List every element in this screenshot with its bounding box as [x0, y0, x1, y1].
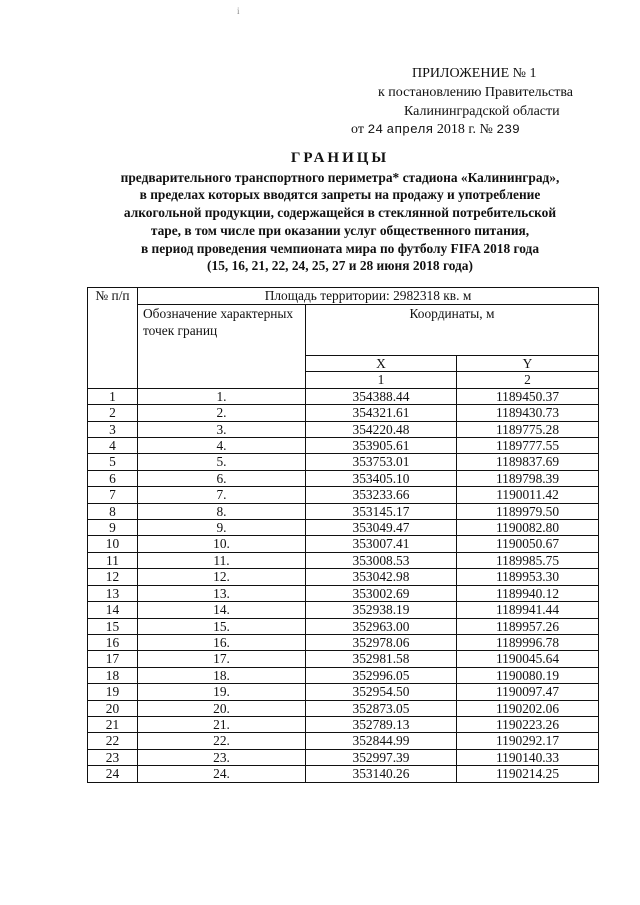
column-header-coordinates: Координаты, м: [306, 305, 599, 356]
point-label-cell: 11.: [138, 552, 306, 568]
y-coordinate-cell: 1190097.47: [457, 684, 599, 700]
row-number-cell: 9: [88, 520, 138, 536]
x-coordinate-cell: 354321.61: [306, 405, 457, 421]
point-label-cell: 5.: [138, 454, 306, 470]
column-header-x: X: [306, 356, 457, 372]
x-coordinate-cell: 352981.58: [306, 651, 457, 667]
date-line: [351, 120, 520, 140]
title-line-1: предварительного транспортного периметра* стадиона «Калининград»,: [120, 169, 560, 185]
row-number-cell: 16: [88, 634, 138, 650]
table-row: [88, 503, 599, 519]
point-label-cell: 15.: [138, 618, 306, 634]
point-label-cell: 13.: [138, 585, 306, 601]
table-row: [88, 536, 599, 552]
resolution-line: к постановлению Правительства: [378, 85, 574, 100]
title-line-2: в пределах которых вводятся запреты на продажу и употребление: [139, 187, 541, 203]
point-label-cell: 7.: [138, 487, 306, 503]
x-coordinate-cell: 353753.01: [306, 454, 457, 470]
table-row: [88, 552, 599, 568]
document-title: ГРАНИЦЫ: [290, 150, 390, 166]
y-coordinate-cell: 1189450.37: [457, 388, 599, 404]
appendix-label: ПРИЛОЖЕНИЕ № 1: [412, 66, 537, 81]
point-label-cell: 12.: [138, 569, 306, 585]
table-row: [88, 749, 599, 765]
point-label-cell: 21.: [138, 716, 306, 732]
point-label-cell: 14.: [138, 602, 306, 618]
x-coordinate-cell: 352789.13: [306, 716, 457, 732]
row-number-cell: 14: [88, 602, 138, 618]
date-day: 24: [367, 122, 384, 137]
table-row: [88, 684, 599, 700]
point-label-cell: 6.: [138, 470, 306, 486]
y-coordinate-cell: 1189953.30: [457, 569, 599, 585]
x-coordinate-cell: 353008.53: [306, 552, 457, 568]
coordinates-table: [87, 287, 599, 783]
point-label-cell: 18.: [138, 667, 306, 683]
table-row: [88, 421, 599, 437]
y-coordinate-cell: 1189996.78: [457, 634, 599, 650]
title-line-3: алкогольной продукции, содержащейся в стеклянной потребительской: [123, 205, 557, 221]
x-coordinate-cell: 352938.19: [306, 602, 457, 618]
row-number-cell: 23: [88, 749, 138, 765]
y-coordinate-cell: 1190202.06: [457, 700, 599, 716]
row-number-cell: 7: [88, 487, 138, 503]
row-number-cell: 5: [88, 454, 138, 470]
column-header-designation: Обозначение характерных точек границ: [138, 305, 306, 389]
y-coordinate-cell: 1190223.26: [457, 716, 599, 732]
point-label-cell: 23.: [138, 749, 306, 765]
row-number-cell: 4: [88, 438, 138, 454]
row-number-cell: 8: [88, 503, 138, 519]
table-row: [88, 700, 599, 716]
x-coordinate-cell: 353042.98: [306, 569, 457, 585]
y-coordinate-cell: 1190080.19: [457, 667, 599, 683]
x-coordinate-cell: 353002.69: [306, 585, 457, 601]
title-block: [80, 150, 600, 275]
page-mark: i: [237, 6, 240, 16]
x-coordinate-cell: 353405.10: [306, 470, 457, 486]
y-coordinate-cell: 1190011.42: [457, 487, 599, 503]
table-row: [88, 520, 599, 536]
x-coordinate-cell: 353905.61: [306, 438, 457, 454]
row-number-cell: 13: [88, 585, 138, 601]
title-line-4: таре, в том числе при оказании услуг общественного питания,: [150, 222, 530, 238]
y-coordinate-cell: 1190050.67: [457, 536, 599, 552]
row-number-cell: 20: [88, 700, 138, 716]
y-coordinate-cell: 1189979.50: [457, 503, 599, 519]
point-label-cell: 8.: [138, 503, 306, 519]
row-number-cell: 19: [88, 684, 138, 700]
row-number-cell: 11: [88, 552, 138, 568]
x-coordinate-cell: 352844.99: [306, 733, 457, 749]
column-header-y: Y: [457, 356, 599, 372]
index-cell: 2: [457, 372, 599, 388]
point-label-cell: 20.: [138, 700, 306, 716]
document-number: 239: [496, 122, 520, 137]
table-row: [88, 405, 599, 421]
row-number-cell: 12: [88, 569, 138, 585]
point-label-cell: 9.: [138, 520, 306, 536]
table-row: [88, 618, 599, 634]
y-coordinate-cell: 1190214.25: [457, 766, 599, 782]
y-coordinate-cell: 1189430.73: [457, 405, 599, 421]
row-number-cell: 18: [88, 667, 138, 683]
point-label-cell: 3.: [138, 421, 306, 437]
area-label: Площадь территории: 2982318 кв. м: [138, 288, 599, 305]
table-row: [88, 766, 599, 782]
table-row: [88, 667, 599, 683]
x-coordinate-cell: 352963.00: [306, 618, 457, 634]
row-number-cell: 22: [88, 733, 138, 749]
x-coordinate-cell: 352996.05: [306, 667, 457, 683]
table-row: [88, 388, 599, 404]
y-coordinate-cell: 1189775.28: [457, 421, 599, 437]
point-label-cell: 17.: [138, 651, 306, 667]
table-header-row-1: [88, 288, 599, 305]
point-label-cell: 2.: [138, 405, 306, 421]
y-coordinate-cell: 1190140.33: [457, 749, 599, 765]
table-row: [88, 487, 599, 503]
date-year: 2018 г.: [436, 122, 477, 137]
point-label-cell: 1.: [138, 388, 306, 404]
column-header-number: № п/п: [88, 288, 138, 389]
date-prefix: от: [351, 122, 364, 137]
y-coordinate-cell: 1190045.64: [457, 651, 599, 667]
table-row: [88, 634, 599, 650]
table-row: [88, 651, 599, 667]
row-number-cell: 15: [88, 618, 138, 634]
point-label-cell: 4.: [138, 438, 306, 454]
y-coordinate-cell: 1189940.12: [457, 585, 599, 601]
point-label-cell: 10.: [138, 536, 306, 552]
table-row: [88, 569, 599, 585]
x-coordinate-cell: 352997.39: [306, 749, 457, 765]
table-row: [88, 716, 599, 732]
table-header-row-2: [88, 305, 599, 356]
index-cell: 1: [306, 372, 457, 388]
table-row: [88, 733, 599, 749]
table-row: [88, 454, 599, 470]
row-number-cell: 1: [88, 388, 138, 404]
row-number-cell: 10: [88, 536, 138, 552]
y-coordinate-cell: 1190082.80: [457, 520, 599, 536]
title-line-6: (15, 16, 21, 22, 24, 25, 27 и 28 июня 2018 года): [207, 258, 473, 274]
x-coordinate-cell: 353140.26: [306, 766, 457, 782]
point-label-cell: 16.: [138, 634, 306, 650]
x-coordinate-cell: 353233.66: [306, 487, 457, 503]
y-coordinate-cell: 1189941.44: [457, 602, 599, 618]
row-number-cell: 17: [88, 651, 138, 667]
row-number-cell: 6: [88, 470, 138, 486]
x-coordinate-cell: 354388.44: [306, 388, 457, 404]
y-coordinate-cell: 1189837.69: [457, 454, 599, 470]
y-coordinate-cell: 1189777.55: [457, 438, 599, 454]
point-label-cell: 24.: [138, 766, 306, 782]
row-number-cell: 24: [88, 766, 138, 782]
x-coordinate-cell: 353145.17: [306, 503, 457, 519]
table-row: [88, 470, 599, 486]
row-number-cell: 21: [88, 716, 138, 732]
point-label-cell: 22.: [138, 733, 306, 749]
table-row: [88, 438, 599, 454]
point-label-cell: 19.: [138, 684, 306, 700]
x-coordinate-cell: 352873.05: [306, 700, 457, 716]
date-month: апреля: [386, 122, 434, 137]
y-coordinate-cell: 1189798.39: [457, 470, 599, 486]
y-coordinate-cell: 1189985.75: [457, 552, 599, 568]
row-number-cell: 3: [88, 421, 138, 437]
table-row: [88, 585, 599, 601]
x-coordinate-cell: 354220.48: [306, 421, 457, 437]
x-coordinate-cell: 353007.41: [306, 536, 457, 552]
y-coordinate-cell: 1189957.26: [457, 618, 599, 634]
row-number-cell: 2: [88, 405, 138, 421]
title-line-5: в период проведения чемпионата мира по футболу FIFA 2018 года: [140, 240, 540, 256]
x-coordinate-cell: 352954.50: [306, 684, 457, 700]
government-line: Калининградской области: [404, 104, 560, 119]
y-coordinate-cell: 1190292.17: [457, 733, 599, 749]
number-sign: №: [479, 122, 493, 137]
table-row: [88, 602, 599, 618]
x-coordinate-cell: 352978.06: [306, 634, 457, 650]
x-coordinate-cell: 353049.47: [306, 520, 457, 536]
